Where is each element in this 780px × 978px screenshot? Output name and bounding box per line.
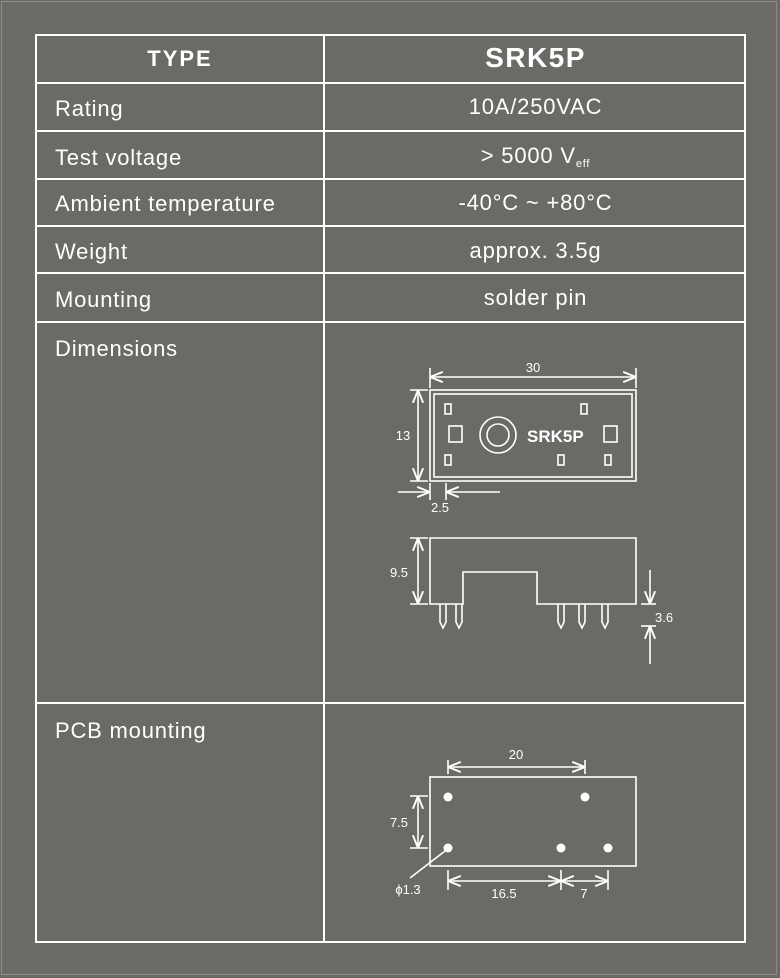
mounting-value: solder pin bbox=[483, 285, 588, 310]
hole-diameter-leader bbox=[410, 851, 445, 878]
pcb-layout-drawing bbox=[410, 760, 636, 890]
pin-slot bbox=[605, 455, 611, 465]
pin-offset-text: 2.5 bbox=[430, 500, 450, 515]
pcb-span-text: 20 bbox=[508, 747, 524, 762]
test-voltage-label: Test voltage bbox=[55, 145, 183, 170]
pin-slot bbox=[445, 455, 451, 465]
pin-slot bbox=[581, 404, 587, 414]
center-hole-inner bbox=[487, 424, 509, 446]
hole-diameter-text: ϕ1.3 bbox=[395, 882, 421, 897]
side-view-outline bbox=[430, 538, 636, 604]
pcb-hole bbox=[444, 793, 453, 802]
type-header-label: TYPE bbox=[147, 46, 213, 71]
pcb-hole bbox=[444, 844, 453, 853]
type-header-value: SRK5P bbox=[485, 42, 586, 73]
rating-label: Rating bbox=[55, 96, 124, 121]
span-right-text: 7 bbox=[580, 886, 588, 901]
weight-label: Weight bbox=[55, 239, 128, 264]
pin-slot bbox=[558, 455, 564, 465]
weight-value: approx. 3.5g bbox=[469, 238, 602, 263]
center-hole-outer bbox=[480, 417, 516, 453]
test-voltage-number: > 5000 V bbox=[480, 143, 576, 168]
terminal-pad bbox=[604, 426, 617, 442]
solder-pin bbox=[558, 604, 564, 628]
solder-pin bbox=[440, 604, 446, 628]
row-spacing-text: 7.5 bbox=[389, 815, 409, 830]
rating-value: 10A/250VAC bbox=[468, 94, 603, 119]
solder-pin bbox=[579, 604, 585, 628]
part-marking-text: SRK5P bbox=[527, 427, 584, 446]
top-view-drawing bbox=[395, 368, 636, 500]
pin-length-text: 3.6 bbox=[655, 610, 674, 625]
pcb-outline bbox=[430, 777, 636, 866]
width-dimension-text: 30 bbox=[525, 360, 541, 375]
height-dimension-text: 13 bbox=[395, 428, 411, 443]
pcb-hole bbox=[581, 793, 590, 802]
ambient-temperature-value: -40°C ~ +80°C bbox=[458, 190, 613, 215]
test-voltage-subscript: eff bbox=[575, 158, 591, 170]
solder-pin bbox=[602, 604, 608, 628]
dimensions-label: Dimensions bbox=[55, 336, 178, 361]
span-left-text: 16.5 bbox=[491, 886, 517, 901]
terminal-pad bbox=[449, 426, 462, 442]
body-height-text: 9.5 bbox=[389, 565, 409, 580]
solder-pin bbox=[456, 604, 462, 628]
side-view-drawing bbox=[410, 538, 656, 664]
pin-slot bbox=[445, 404, 451, 414]
mounting-label: Mounting bbox=[55, 287, 152, 312]
ambient-temperature-label: Ambient temperature bbox=[55, 191, 276, 216]
pcb-hole bbox=[557, 844, 566, 853]
pcb-hole bbox=[604, 844, 613, 853]
pcb-mounting-label: PCB mounting bbox=[55, 718, 207, 743]
